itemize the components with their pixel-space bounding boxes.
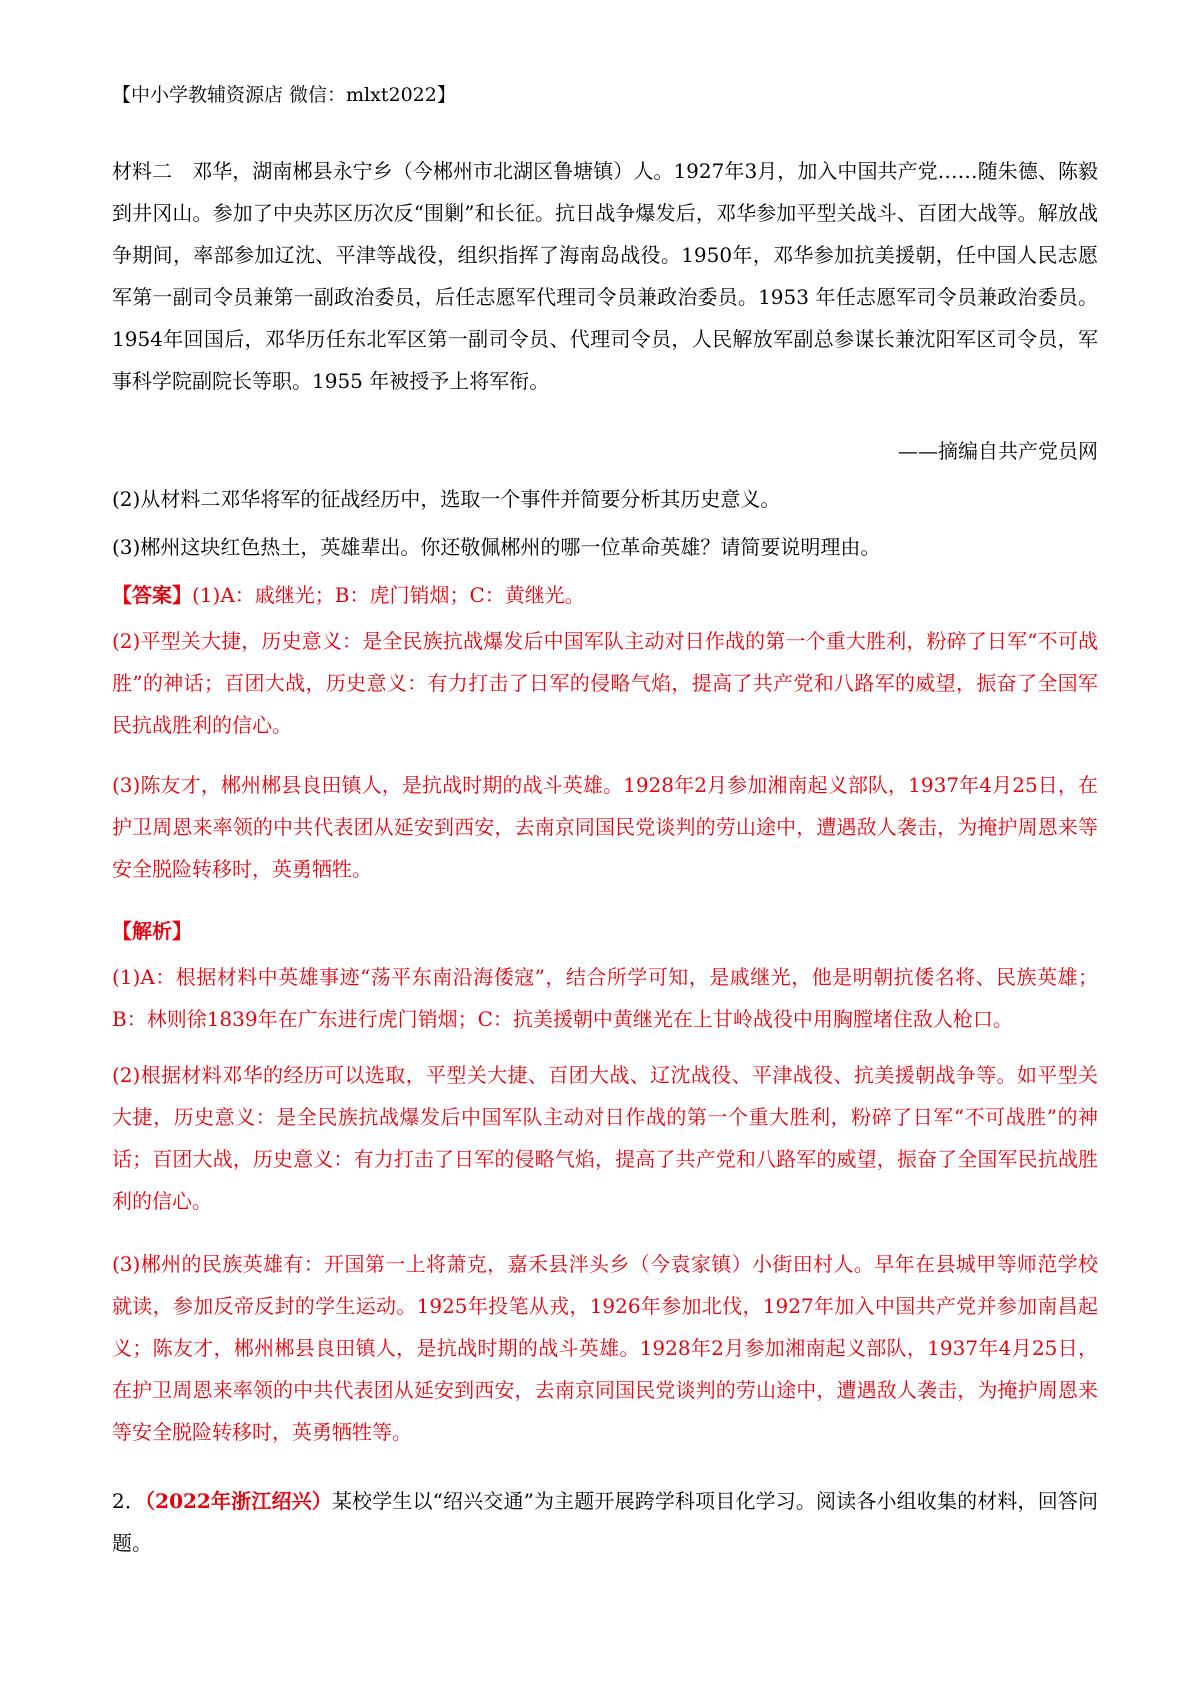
question-2-stem <box>112 1480 1098 1564</box>
question-3: (3)郴州这块红色热土，英雄辈出。你还敬佩郴州的哪一位革命英雄？请简要说明理由。 <box>112 535 881 559</box>
question-stem-text: 某校学生以“绍兴交通”为主题开展跨学科项目化学习。阅读各小组收集的材料，回答问题。 <box>112 1489 1098 1555</box>
analysis-label: 【解析】 <box>112 919 192 943</box>
material-two-text: 材料二 邓华，湖南郴县永宁乡（今郴州市北湖区鲁塘镇）人。1927年3月，加入中国共产党……随朱德、陈毅到井冈山。参加了中央苏区历次反“围剿”和长征。抗日战争爆发后，邓华参加平型关战斗、百团大战等。解放战争期间，率部参加辽沈、平津等战役，组织指挥了海南岛战役。1950年，邓华参加抗美援朝，任中国人民志愿军第一副司令员兼第一副政治委员，后任志愿军代理司令员兼政治委员。1953 年任志愿军司令员兼政治委员。1954年回国后，邓华历任东北军区第一副司令员、代理司令员，人民解放军副总参谋长兼沈阳军区司令员，军事科学院副院长等职。1955 年被授予上将军衔。 <box>112 159 1098 393</box>
question-source-tag: （2022年浙江绍兴） <box>145 1489 332 1513</box>
analysis-1: (1)A：根据材料中英雄事迹“荡平东南沿海倭寇”，结合所学可知，是戚继光，他是明朝抗倭名将、民族英雄；B：林则徐1839年在广东进行虎门销烟；C：抗美援朝中黄继光在上甘岭战役中用胸膛堵住敌人枪口。 <box>112 965 1098 1031</box>
answer-1-text: (1)A：戚继光；B：虎门销烟；C：黄继光。 <box>192 583 585 607</box>
analysis-3: (3)郴州的民族英雄有：开国第一上将萧克，嘉禾县泮头乡（今袁家镇）小街田村人。早年在县城甲等师范学校就读，参加反帝反封的学生运动。1925年投笔从戎，1926年参加北伐，1927年加入中国共产党并参加南昌起义；陈友才，郴州郴县良田镇人，是抗战时期的战斗英雄。1928年2月参加湘南起义部队，1937年4月25日，在护卫周恩来率领的中共代表团从延安到西安，去南京同国民党谈判的劳山途中，遭遇敌人袭击，为掩护周恩来等安全脱险转移时，英勇牺牲等。 <box>112 1252 1098 1444</box>
question-number: 2． <box>112 1489 146 1513</box>
answer-1 <box>112 574 1098 616</box>
answer-2: (2)平型关大捷，历史意义：是全民族抗战爆发后中国军队主动对日作战的第一个重大胜利，粉碎了日军“不可战胜”的神话；百团大战，历史意义：有力打击了日军的侵略气焰，提高了共产党和八路军的威望，振奋了全国军民抗战胜利的信心。 <box>112 629 1098 737</box>
answer-label: 【答案】 <box>112 583 192 607</box>
page-header: 【中小学教辅资源店 微信：mlxt2022】 <box>112 84 456 106</box>
material-two-source: ——摘编自共产党员网 <box>898 439 1098 463</box>
analysis-heading <box>112 910 1098 952</box>
analysis-2: (2)根据材料邓华的经历可以选取，平型关大捷、百团大战、辽沈战役、平津战役、抗美援朝战争等。如平型关大捷，历史意义：是全民族抗战爆发后中国军队主动对日作战的第一个重大胜利，粉碎了日军“不可战胜”的神话；百团大战，历史意义：有力打击了日军的侵略气焰，提高了共产党和八路军的威望，振奋了全国军民抗战胜利的信心。 <box>112 1063 1098 1213</box>
answer-3: (3)陈友才，郴州郴县良田镇人，是抗战时期的战斗英雄。1928年2月参加湘南起义部队，1937年4月25日，在护卫周恩来率领的中共代表团从延安到西安，去南京同国民党谈判的劳山途中，遭遇敌人袭击，为掩护周恩来等安全脱险转移时，英勇牺牲。 <box>112 773 1098 881</box>
question-2: (2)从材料二邓华将军的征战经历中，选取一个事件并简要分析其历史意义。 <box>112 487 781 511</box>
